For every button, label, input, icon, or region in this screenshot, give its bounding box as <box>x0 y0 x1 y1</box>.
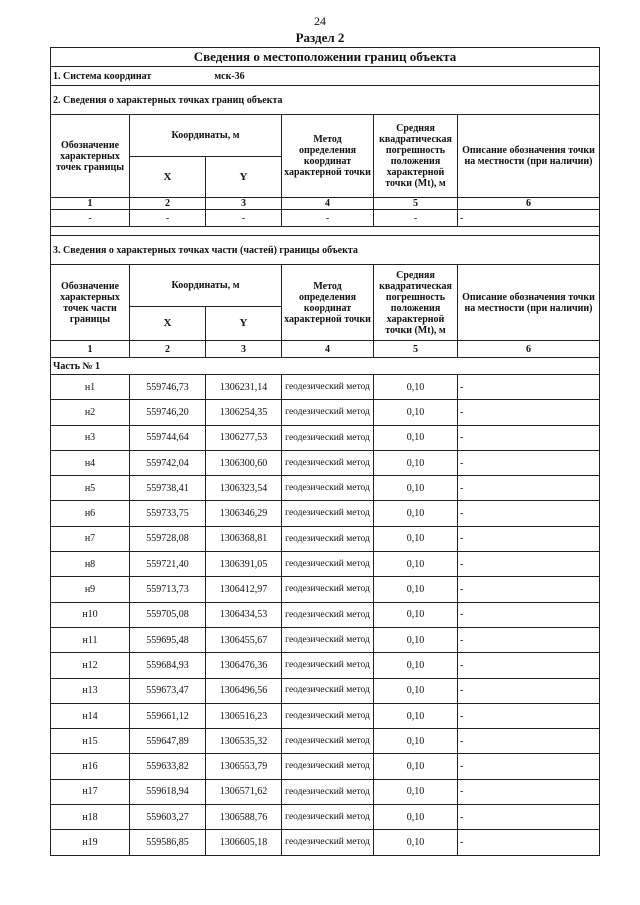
table-row <box>51 678 600 703</box>
s3-header-y: Y <box>206 307 282 341</box>
error-cell: 0,10 <box>374 602 458 627</box>
method-cell: геодезический метод <box>282 476 374 501</box>
method-cell: геодезический метод <box>282 425 374 450</box>
point-id-cell: н6 <box>51 501 130 526</box>
method-cell: геодезический метод <box>282 602 374 627</box>
description-cell: - <box>458 400 600 425</box>
s2-header-error: Средняя квадратическая погрешность положения характерной точки (Mt), м <box>374 115 458 198</box>
s3-header-description: Описание обозначения точки на местности (при наличии) <box>458 265 600 341</box>
s2-col-number: 3 <box>206 198 282 210</box>
s2-col-number: 4 <box>282 198 374 210</box>
s3-col-number: 5 <box>374 341 458 358</box>
error-cell: 0,10 <box>374 450 458 475</box>
point-id-cell: н3 <box>51 425 130 450</box>
x-coordinate-cell: 559733,75 <box>130 501 206 526</box>
method-cell: геодезический метод <box>282 526 374 551</box>
y-coordinate-cell: 1306535,32 <box>206 729 282 754</box>
description-cell: - <box>458 526 600 551</box>
x-coordinate-cell: 559661,12 <box>130 703 206 728</box>
error-cell: 0,10 <box>374 703 458 728</box>
point-id-cell: н2 <box>51 400 130 425</box>
description-cell: - <box>458 805 600 830</box>
description-cell: - <box>458 678 600 703</box>
point-id-cell: н11 <box>51 627 130 652</box>
section-heading: Раздел 2 <box>295 30 345 45</box>
y-coordinate-cell: 1306553,79 <box>206 754 282 779</box>
y-coordinate-cell: 1306346,29 <box>206 501 282 526</box>
coordinate-system-value: мск-36 <box>214 70 245 82</box>
point-id-cell: н4 <box>51 450 130 475</box>
y-coordinate-cell: 1306254,35 <box>206 400 282 425</box>
x-coordinate-cell: 559742,04 <box>130 450 206 475</box>
section3-heading: 3. Сведения о характерных точках части (частей) границы объекта <box>51 236 600 265</box>
x-coordinate-cell: 559728,08 <box>130 526 206 551</box>
x-coordinate-cell: 559684,93 <box>130 653 206 678</box>
error-cell: 0,10 <box>374 729 458 754</box>
error-cell: 0,10 <box>374 627 458 652</box>
s2-header-designation: Обозначение характерных точек границы <box>51 115 130 198</box>
page-number: 24 <box>314 14 326 28</box>
point-id-cell: н14 <box>51 703 130 728</box>
error-cell: 0,10 <box>374 653 458 678</box>
error-cell: 0,10 <box>374 577 458 602</box>
y-coordinate-cell: 1306231,14 <box>206 375 282 400</box>
error-cell: 0,10 <box>374 552 458 577</box>
x-coordinate-cell: 559744,64 <box>130 425 206 450</box>
description-cell: - <box>458 602 600 627</box>
error-cell: 0,10 <box>374 400 458 425</box>
error-cell: 0,10 <box>374 830 458 855</box>
table-row <box>51 602 600 627</box>
error-cell: 0,10 <box>374 805 458 830</box>
x-coordinate-cell: 559746,20 <box>130 400 206 425</box>
table-row <box>51 729 600 754</box>
s3-col-number: 4 <box>282 341 374 358</box>
table-row <box>51 552 600 577</box>
s2-header-y: Y <box>206 157 282 198</box>
s2-header-method: Метод определения координат характерной точки <box>282 115 374 198</box>
error-cell: 0,10 <box>374 526 458 551</box>
method-cell: геодезический метод <box>282 754 374 779</box>
point-id-cell: н17 <box>51 779 130 804</box>
coordinate-system <box>51 67 600 86</box>
table-row <box>51 830 600 855</box>
y-coordinate-cell: 1306605,18 <box>206 830 282 855</box>
x-coordinate-cell: 559603,27 <box>130 805 206 830</box>
description-cell: - <box>458 754 600 779</box>
y-coordinate-cell: 1306391,05 <box>206 552 282 577</box>
x-coordinate-cell: 559618,94 <box>130 779 206 804</box>
x-coordinate-cell: 559721,40 <box>130 552 206 577</box>
y-coordinate-cell: 1306476,36 <box>206 653 282 678</box>
point-id-cell: н7 <box>51 526 130 551</box>
table-row <box>51 400 600 425</box>
table-row <box>51 425 600 450</box>
document-title: Сведения о местоположении границ объекта <box>51 48 600 67</box>
table-row <box>51 653 600 678</box>
method-cell: геодезический метод <box>282 375 374 400</box>
method-cell: геодезический метод <box>282 729 374 754</box>
error-cell: 0,10 <box>374 779 458 804</box>
y-coordinate-cell: 1306412,97 <box>206 577 282 602</box>
description-cell: - <box>458 703 600 728</box>
y-coordinate-cell: 1306368,81 <box>206 526 282 551</box>
method-cell: геодезический метод <box>282 577 374 602</box>
table-row <box>51 805 600 830</box>
method-cell: геодезический метод <box>282 678 374 703</box>
s2-dash-cell: - <box>374 210 458 227</box>
description-cell: - <box>458 375 600 400</box>
point-id-cell: н5 <box>51 476 130 501</box>
s3-header-method: Метод определения координат характерной точки <box>282 265 374 341</box>
s3-header-error: Средняя квадратическая погрешность положения характерной точки (Mt), м <box>374 265 458 341</box>
s2-header-description: Описание обозначения точки на местности (при наличии) <box>458 115 600 198</box>
y-coordinate-cell: 1306323,54 <box>206 476 282 501</box>
table-row <box>51 779 600 804</box>
table-row <box>51 526 600 551</box>
description-cell: - <box>458 450 600 475</box>
s3-header-designation: Обозначение характерных точек части границы <box>51 265 130 341</box>
x-coordinate-cell: 559647,89 <box>130 729 206 754</box>
table-row <box>51 703 600 728</box>
boundary-table <box>50 47 600 856</box>
table-row <box>51 627 600 652</box>
x-coordinate-cell: 559746,73 <box>130 375 206 400</box>
error-cell: 0,10 <box>374 375 458 400</box>
s2-dash-cell: - <box>130 210 206 227</box>
table-row <box>51 501 600 526</box>
y-coordinate-cell: 1306300,60 <box>206 450 282 475</box>
table-row <box>51 375 600 400</box>
point-id-cell: н19 <box>51 830 130 855</box>
x-coordinate-cell: 559586,85 <box>130 830 206 855</box>
s2-header-x: X <box>130 157 206 198</box>
y-coordinate-cell: 1306571,62 <box>206 779 282 804</box>
method-cell: геодезический метод <box>282 779 374 804</box>
part-label: Часть № 1 <box>51 358 600 375</box>
s2-dash-cell: - <box>206 210 282 227</box>
point-id-cell: н16 <box>51 754 130 779</box>
s2-dash-cell: - <box>458 210 600 227</box>
section2-heading: 2. Сведения о характерных точках границ объекта <box>51 86 600 115</box>
s2-col-number: 2 <box>130 198 206 210</box>
method-cell: геодезический метод <box>282 400 374 425</box>
description-cell: - <box>458 476 600 501</box>
table-row <box>51 754 600 779</box>
point-id-cell: н1 <box>51 375 130 400</box>
coordinate-system-label: 1. Система координат <box>53 70 152 82</box>
point-id-cell: н15 <box>51 729 130 754</box>
description-cell: - <box>458 577 600 602</box>
description-cell: - <box>458 501 600 526</box>
point-id-cell: н13 <box>51 678 130 703</box>
point-id-cell: н10 <box>51 602 130 627</box>
point-id-cell: н18 <box>51 805 130 830</box>
point-id-cell: н8 <box>51 552 130 577</box>
description-cell: - <box>458 653 600 678</box>
error-cell: 0,10 <box>374 754 458 779</box>
description-cell: - <box>458 779 600 804</box>
method-cell: геодезический метод <box>282 653 374 678</box>
error-cell: 0,10 <box>374 501 458 526</box>
table-row <box>51 577 600 602</box>
x-coordinate-cell: 559705,08 <box>130 602 206 627</box>
table-row <box>51 476 600 501</box>
x-coordinate-cell: 559673,47 <box>130 678 206 703</box>
x-coordinate-cell: 559633,82 <box>130 754 206 779</box>
y-coordinate-cell: 1306434,53 <box>206 602 282 627</box>
s2-dash-cell: - <box>282 210 374 227</box>
s3-header-x: X <box>130 307 206 341</box>
y-coordinate-cell: 1306588,76 <box>206 805 282 830</box>
method-cell: геодезический метод <box>282 805 374 830</box>
description-cell: - <box>458 729 600 754</box>
description-cell: - <box>458 830 600 855</box>
x-coordinate-cell: 559695,48 <box>130 627 206 652</box>
table-row <box>51 450 600 475</box>
s3-col-number: 1 <box>51 341 130 358</box>
error-cell: 0,10 <box>374 678 458 703</box>
s3-col-number: 2 <box>130 341 206 358</box>
method-cell: геодезический метод <box>282 830 374 855</box>
method-cell: геодезический метод <box>282 501 374 526</box>
x-coordinate-cell: 559713,73 <box>130 577 206 602</box>
point-id-cell: н9 <box>51 577 130 602</box>
error-cell: 0,10 <box>374 476 458 501</box>
y-coordinate-cell: 1306496,56 <box>206 678 282 703</box>
s2-col-number: 5 <box>374 198 458 210</box>
s2-dash-cell: - <box>51 210 130 227</box>
method-cell: геодезический метод <box>282 552 374 577</box>
y-coordinate-cell: 1306277,53 <box>206 425 282 450</box>
method-cell: геодезический метод <box>282 627 374 652</box>
point-id-cell: н12 <box>51 653 130 678</box>
s2-col-number: 6 <box>458 198 600 210</box>
error-cell: 0,10 <box>374 425 458 450</box>
s3-col-number: 6 <box>458 341 600 358</box>
s3-col-number: 3 <box>206 341 282 358</box>
x-coordinate-cell: 559738,41 <box>130 476 206 501</box>
method-cell: геодезический метод <box>282 703 374 728</box>
description-cell: - <box>458 425 600 450</box>
description-cell: - <box>458 552 600 577</box>
y-coordinate-cell: 1306516,23 <box>206 703 282 728</box>
method-cell: геодезический метод <box>282 450 374 475</box>
description-cell: - <box>458 627 600 652</box>
y-coordinate-cell: 1306455,67 <box>206 627 282 652</box>
s2-header-coords: Координаты, м <box>130 115 282 157</box>
s3-header-coords: Координаты, м <box>130 265 282 307</box>
s2-col-number: 1 <box>51 198 130 210</box>
